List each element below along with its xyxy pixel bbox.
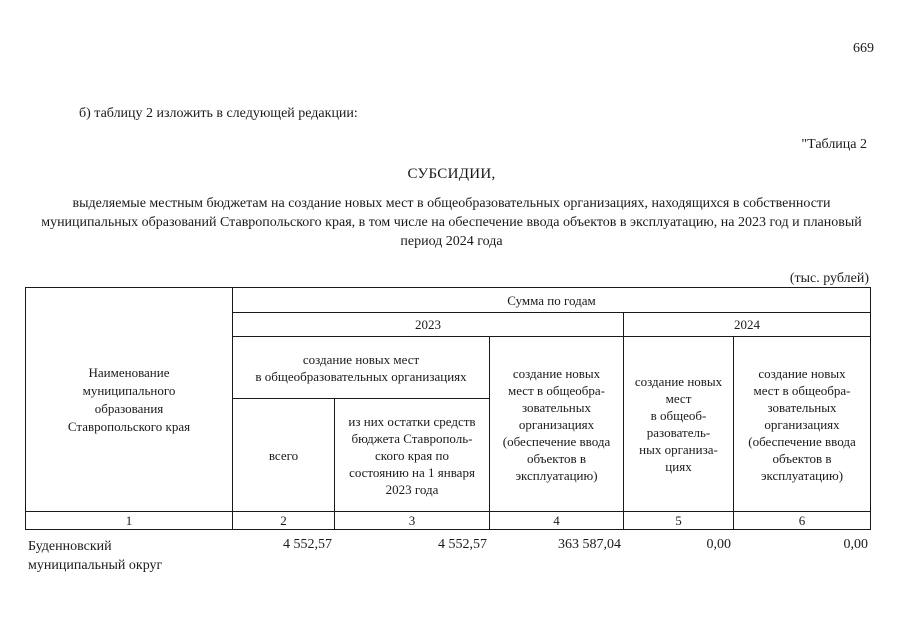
header-2024-new-places: создание новых мест в общеоб- разователь- ных организа- циях <box>624 337 734 512</box>
header-remains: из них остатки средств бюджета Ставрополь- ского края по состоянию на 1 января 2023 года <box>335 399 490 512</box>
column-number: 6 <box>734 512 871 530</box>
header-year-2023: 2023 <box>233 313 624 337</box>
header-municipality-name: Наименование муниципального образования Ставропольского края <box>26 288 233 512</box>
column-number: 2 <box>233 512 335 530</box>
document-subtitle: выделяемые местным бюджетам на создание новых мест в общеобразовательных организациях, находящихся в собственности муниципальных образований Ставропольского края, в том числе на обеспечение ввода объектов в эксплуатацию, на 2023 год и плановый период 2024 года <box>41 196 862 249</box>
value-new-places-2024: 0,00 <box>706 537 731 552</box>
header-total: всего <box>233 399 335 512</box>
header-year-2024: 2024 <box>624 313 871 337</box>
column-number: 4 <box>490 512 624 530</box>
units-label: (тыс. рублей) <box>789 271 869 286</box>
header-2024-commissioning: создание новых мест в общеобра- зовательных организациях (обеспечение ввода объектов в эксплуатацию) <box>734 337 871 512</box>
column-number: 3 <box>335 512 490 530</box>
table-label: "Таблица 2 <box>801 137 867 152</box>
value-commissioning-2023: 363 587,04 <box>558 537 621 552</box>
header-new-places-group: создание новых мест в общеобразовательных организациях <box>233 337 490 399</box>
column-number: 1 <box>26 512 233 530</box>
intro-text: б) таблицу 2 изложить в следующей редакции: <box>79 106 358 121</box>
header-sum-by-years: Сумма по годам <box>233 288 871 313</box>
page-number: 669 <box>853 41 874 56</box>
document-title: СУБСИДИИ, <box>407 166 496 182</box>
column-number: 5 <box>624 512 734 530</box>
value-total-2023: 4 552,57 <box>283 537 332 552</box>
table-row-name: Буденновский муниципальный округ <box>28 539 163 573</box>
header-2023-commissioning: создание новых мест в общеобра- зовательных организациях (обеспечение ввода объектов в эксплуатацию) <box>490 337 624 512</box>
subsidies-table <box>25 287 871 530</box>
value-remains-2023: 4 552,57 <box>438 537 487 552</box>
value-commissioning-2024: 0,00 <box>843 537 868 552</box>
